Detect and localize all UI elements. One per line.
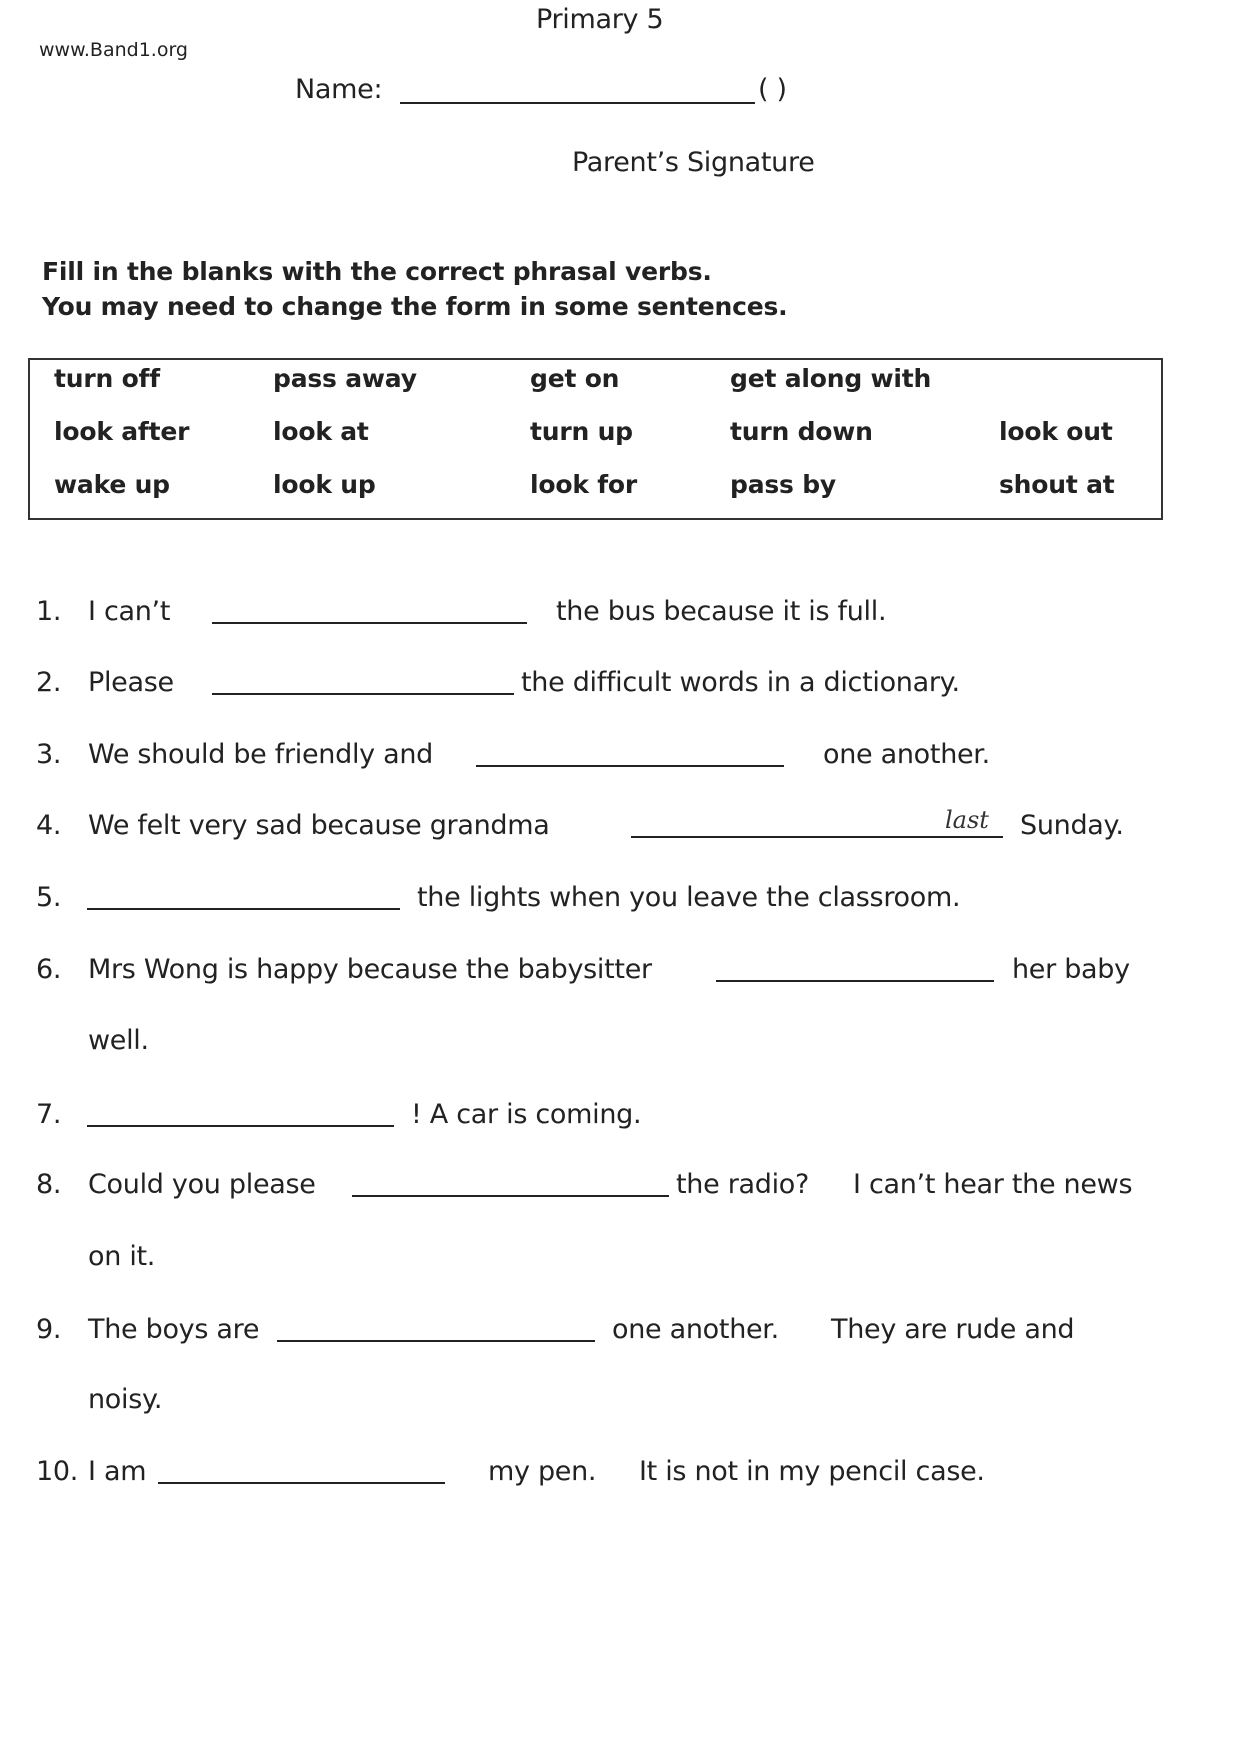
word-box-item: pass by <box>730 470 837 499</box>
answer-blank[interactable] <box>212 622 527 624</box>
word-box-item: look at <box>273 417 369 446</box>
question-number: 3. <box>36 739 62 770</box>
word-box-item: turn off <box>54 364 160 393</box>
question-text-before: Please <box>88 667 174 698</box>
question-number: 10. <box>36 1456 79 1487</box>
question-text-before: Mrs Wong is happy because the babysitter <box>88 954 652 985</box>
question-text-after: one another. <box>612 1314 779 1345</box>
question-text-after: her baby <box>1012 954 1130 985</box>
question-text-before: I can’t <box>88 596 171 627</box>
question-text-after: the radio? <box>676 1169 810 1200</box>
word-box-item: look up <box>273 470 376 499</box>
class-number-field[interactable]: ( ) <box>758 74 787 105</box>
question-text-after: the lights when you leave the classroom. <box>417 882 961 913</box>
level-title: Primary 5 <box>536 4 664 35</box>
handwritten-note: last <box>945 806 989 834</box>
answer-blank[interactable] <box>87 908 400 910</box>
answer-blank[interactable] <box>631 836 1003 838</box>
answer-blank[interactable] <box>277 1340 595 1342</box>
question-number: 5. <box>36 882 62 913</box>
word-box-item: look out <box>999 417 1113 446</box>
answer-blank[interactable] <box>212 693 514 695</box>
question-text-before: We should be friendly and <box>88 739 434 770</box>
word-box-item: turn up <box>530 417 633 446</box>
instruction-line-1: Fill in the blanks with the correct phrasal verbs. <box>42 257 712 286</box>
website-watermark: www.Band1.org <box>39 39 188 61</box>
answer-blank[interactable] <box>87 1125 394 1127</box>
question-number: 8. <box>36 1169 62 1200</box>
word-box-item: pass away <box>273 364 417 393</box>
question-text-after-2: They are rude and <box>831 1314 1075 1345</box>
name-field[interactable] <box>400 102 755 104</box>
question-text-continued: on it. <box>88 1241 156 1272</box>
question-text-after: ! A car is coming. <box>411 1099 642 1130</box>
answer-blank[interactable] <box>476 765 784 767</box>
question-text-after: the difficult words in a dictionary. <box>521 667 960 698</box>
question-text-after: my pen. <box>488 1456 597 1487</box>
name-label: Name: <box>295 74 383 105</box>
question-number: 6. <box>36 954 62 985</box>
word-box-item: look after <box>54 417 190 446</box>
question-number: 2. <box>36 667 62 698</box>
word-box-item: shout at <box>999 470 1115 499</box>
question-text-after: Sunday. <box>1020 810 1124 841</box>
question-text-before: Could you please <box>88 1169 316 1200</box>
question-number: 9. <box>36 1314 62 1345</box>
question-text-before: I am <box>88 1456 147 1487</box>
instruction-line-2: You may need to change the form in some sentences. <box>42 292 788 321</box>
question-text-after-2: I can’t hear the news <box>853 1169 1133 1200</box>
word-box-item: look for <box>530 470 638 499</box>
question-text-continued: noisy. <box>88 1384 163 1415</box>
parent-signature-label: Parent’s Signature <box>572 147 815 178</box>
word-box-item: get on <box>530 364 620 393</box>
question-text-before: We felt very sad because grandma <box>88 810 550 841</box>
question-text-continued: well. <box>88 1025 149 1056</box>
question-number: 7. <box>36 1099 62 1130</box>
answer-blank[interactable] <box>352 1195 669 1197</box>
word-box-item: get along with <box>730 364 932 393</box>
question-text-after: one another. <box>823 739 990 770</box>
question-text-after: the bus because it is full. <box>556 596 887 627</box>
answer-blank[interactable] <box>158 1482 445 1484</box>
question-text-after-2: It is not in my pencil case. <box>639 1456 985 1487</box>
question-text-before: The boys are <box>88 1314 260 1345</box>
word-box-item: wake up <box>54 470 170 499</box>
question-number: 4. <box>36 810 62 841</box>
answer-blank[interactable] <box>716 980 994 982</box>
question-number: 1. <box>36 596 62 627</box>
word-box-item: turn down <box>730 417 873 446</box>
